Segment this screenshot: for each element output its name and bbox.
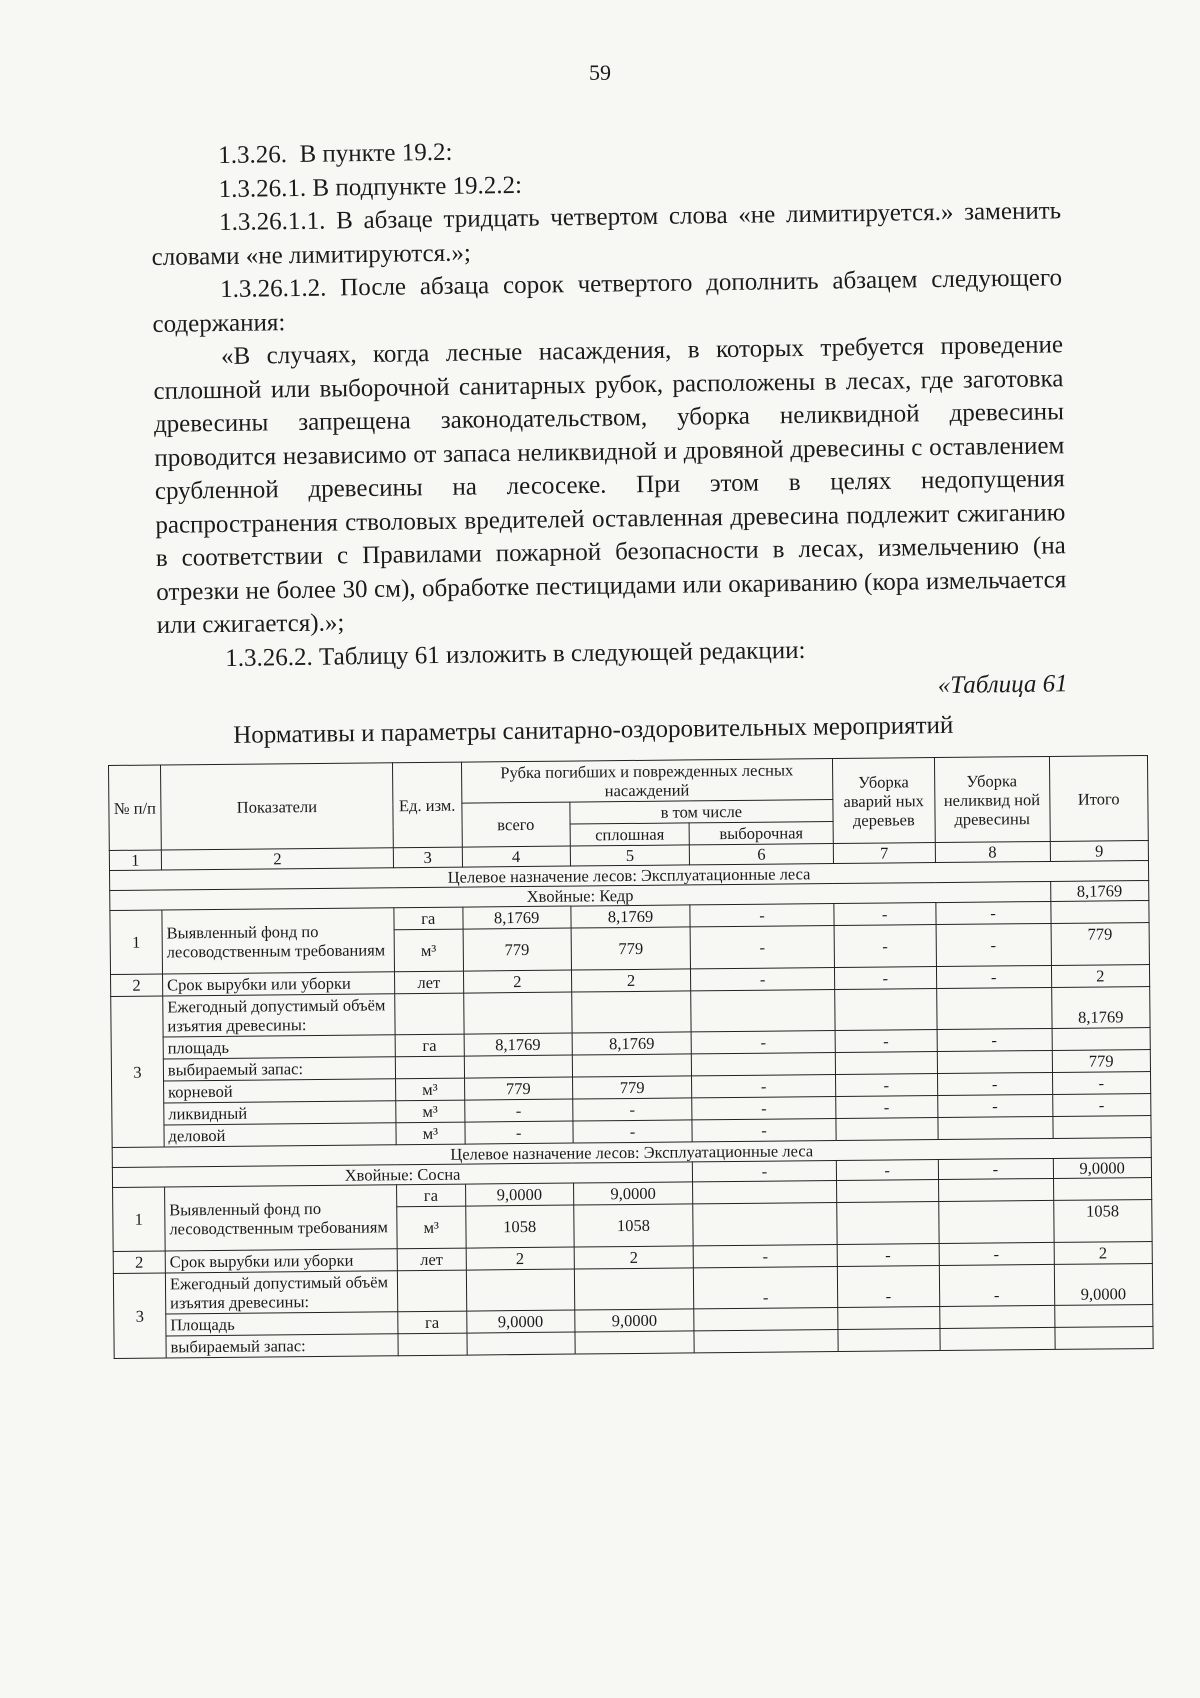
row-number: 1 <box>113 1187 166 1251</box>
header-indicators: Показатели <box>160 763 393 850</box>
col-number: 1 <box>109 850 161 870</box>
value-cell: - <box>836 1160 938 1181</box>
header-row-1 <box>109 756 1148 807</box>
paragraph-1-3-26-1-2: 1.3.26.1.2. После абзаца сорок четвертого дополнить абзацем следующего содержания: <box>152 264 1063 338</box>
header-unit: Ед. изм. <box>393 762 462 848</box>
value-cell: 9,0000 <box>1054 1263 1153 1305</box>
value-cell <box>836 1118 938 1141</box>
value-cell: - <box>937 1028 1052 1051</box>
col-number: 3 <box>393 847 462 868</box>
value-cell <box>1054 1304 1153 1327</box>
value-cell <box>838 1329 940 1352</box>
unit-cell: га <box>398 1311 467 1334</box>
row-number: 2 <box>113 1251 165 1273</box>
unit-cell: лет <box>395 971 464 994</box>
value-cell: - <box>837 1266 939 1308</box>
indicator-name: Срок вырубки или уборки <box>162 972 394 996</box>
value-cell: 779 <box>463 928 572 971</box>
value-cell: - <box>936 923 1051 966</box>
value-cell: - <box>834 967 936 990</box>
species-name: Хвойные: Сосна <box>112 1162 692 1188</box>
value-cell: - <box>464 1121 573 1144</box>
value-cell <box>1052 1116 1151 1139</box>
value-cell: - <box>939 1264 1054 1306</box>
value-cell: 779 <box>1052 1050 1151 1073</box>
value-cell: - <box>692 1119 836 1142</box>
row-number: 1 <box>110 910 163 974</box>
value-cell: - <box>692 1097 836 1120</box>
value-cell: - <box>690 926 834 969</box>
value-cell: - <box>690 904 834 927</box>
value-cell: 1058 <box>1053 1200 1152 1243</box>
sub-indicator-name: деловой <box>164 1123 396 1147</box>
value-cell: 1058 <box>574 1204 694 1247</box>
row-number: 3 <box>113 1273 166 1358</box>
section-purpose: Целевое назначение лесов: Эксплуатационные леса <box>110 861 1149 891</box>
value-cell: - <box>837 1244 939 1267</box>
section-purpose: Целевое назначение лесов: Эксплуатационные леса <box>112 1138 1151 1168</box>
value-cell <box>464 1055 573 1078</box>
value-cell: - <box>834 903 936 926</box>
value-cell: - <box>693 1245 837 1268</box>
value-cell: 8,1769 <box>1051 987 1150 1029</box>
value-cell: 9,0000 <box>573 1182 693 1205</box>
header-including: в том числе <box>570 800 833 825</box>
col-number: 9 <box>1050 841 1149 862</box>
value-cell: - <box>464 1099 573 1122</box>
value-cell: - <box>1052 1094 1151 1117</box>
value-cell: 8,1769 <box>462 906 571 929</box>
unit-cell: лет <box>397 1248 466 1271</box>
unit-cell: га <box>394 907 463 930</box>
value-cell <box>836 1180 938 1203</box>
col-number: 2 <box>161 848 393 870</box>
col-number: 8 <box>935 841 1050 862</box>
table-label: «Таблица 61 <box>937 670 1068 700</box>
value-cell: - <box>1052 1072 1151 1095</box>
body-text <box>150 127 1068 753</box>
unit-cell: га <box>397 1184 466 1207</box>
header-num: № п/п <box>109 765 162 850</box>
value-cell: 779 <box>572 1076 692 1099</box>
norms-table <box>108 755 1154 1359</box>
value-cell <box>694 1330 838 1353</box>
species-name: Хвойные: Кедр <box>110 881 1051 910</box>
sub-indicator-name: Площадь <box>166 1312 398 1336</box>
value-cell <box>575 1331 695 1354</box>
indicator-name: Выявленный фонд по лесоводственным требованиям <box>164 1185 397 1251</box>
value-cell <box>835 1052 937 1075</box>
paragraph-1-3-26-2: 1.3.26.2. Таблицу 61 изложить в следующей редакции: <box>225 636 806 672</box>
paragraph-1-3-26-1: 1.3.26.1. В подпункте 19.2.2: <box>218 171 523 203</box>
page-number: 59 <box>589 60 611 85</box>
value-cell <box>837 1202 939 1245</box>
value-cell <box>939 1305 1054 1328</box>
value-cell: - <box>935 901 1050 924</box>
value-cell: 779 <box>571 927 691 970</box>
header-illiquid: Уборка неликвид ной древесины <box>934 756 1050 842</box>
value-cell: 2 <box>463 970 572 993</box>
sub-indicator-name: корневой <box>163 1079 395 1103</box>
value-cell: - <box>937 1094 1052 1117</box>
value-cell: - <box>693 1161 837 1182</box>
value-cell <box>693 1181 837 1204</box>
value-cell: 8,1769 <box>571 905 691 928</box>
header-total: всего <box>461 802 570 847</box>
value-cell: - <box>692 1075 836 1098</box>
col-number: 6 <box>690 844 834 865</box>
value-cell <box>467 1332 576 1355</box>
header-emergency: Уборка аварий ных деревьев <box>832 758 934 844</box>
value-cell <box>1052 1028 1151 1051</box>
value-cell: 2 <box>1051 965 1150 988</box>
value-cell <box>938 1116 1053 1139</box>
unit-cell: м³ <box>397 1206 466 1249</box>
col-number: 5 <box>570 845 690 866</box>
value-cell <box>693 1203 837 1246</box>
unit-cell: м³ <box>396 1122 465 1145</box>
row-number: 2 <box>111 974 163 996</box>
species-total: 8,1769 <box>1050 881 1149 902</box>
unit-cell: га <box>395 1034 464 1057</box>
value-cell <box>940 1327 1055 1350</box>
header-clear: сплошная <box>570 823 690 846</box>
sub-indicator-name: площадь <box>163 1035 395 1059</box>
value-cell: - <box>834 925 936 968</box>
indicator-name: Срок вырубки или уборки <box>165 1249 397 1273</box>
value-cell <box>938 1200 1053 1243</box>
unit-cell <box>398 1333 467 1356</box>
unit-cell <box>395 1056 464 1079</box>
row-number: 3 <box>111 996 164 1147</box>
value-cell: 9,0000 <box>575 1309 695 1332</box>
value-cell: 2 <box>466 1247 575 1270</box>
value-cell: - <box>694 1267 838 1309</box>
value-cell <box>1053 1178 1152 1201</box>
value-cell: 2 <box>1054 1241 1153 1264</box>
value-cell: 779 <box>464 1077 573 1100</box>
value-cell: 8,1769 <box>572 1032 692 1055</box>
header-itogo: Итого <box>1049 756 1148 842</box>
unit-cell: м³ <box>396 1100 465 1123</box>
value-cell: 9,0000 <box>466 1310 575 1333</box>
indicator-name: Ежегодный допустимый объём изъятия древесины: <box>163 994 395 1037</box>
value-cell <box>838 1307 940 1330</box>
header-selective: выборочная <box>689 822 833 845</box>
table-61 <box>108 755 1154 1359</box>
col-number: 4 <box>462 846 570 867</box>
value-cell: 2 <box>571 969 691 992</box>
sub-indicator-name: ликвидный <box>164 1101 396 1125</box>
value-cell: 779 <box>1051 923 1150 966</box>
value-cell: - <box>691 968 835 991</box>
col-number: 7 <box>833 843 935 864</box>
value-cell <box>692 1053 836 1076</box>
header-felling: Рубка погибших и поврежденных лесных насаждений <box>461 759 833 804</box>
value-cell: - <box>691 1031 835 1054</box>
value-cell <box>938 1178 1053 1201</box>
value-cell: 2 <box>574 1246 694 1269</box>
sub-indicator-name: выбираемый запас: <box>163 1057 395 1081</box>
unit-cell: м³ <box>396 1078 465 1101</box>
value-cell <box>937 1050 1052 1073</box>
value-cell: 1058 <box>465 1205 574 1248</box>
value-cell <box>1050 901 1149 924</box>
value-cell <box>572 1054 692 1077</box>
species-total: 9,0000 <box>1053 1158 1152 1179</box>
value-cell: - <box>936 965 1051 988</box>
value-cell: - <box>835 1074 937 1097</box>
sub-indicator-name: выбираемый запас: <box>166 1334 398 1358</box>
value-cell: - <box>939 1242 1054 1265</box>
value-cell: - <box>937 1072 1052 1095</box>
value-cell: 9,0000 <box>465 1183 574 1206</box>
value-cell <box>694 1308 838 1331</box>
paragraph-1-3-26-1-1: 1.3.26.1.1. В абзаце тридцать четвертом слова «не лимитируется.» заменить словами «не лимитируются.»; <box>151 197 1062 271</box>
table-title: Нормативы и параметры санитарно-оздоровительных мероприятий <box>233 711 954 749</box>
value-cell: - <box>573 1098 693 1121</box>
value-cell: - <box>573 1120 693 1143</box>
value-cell: - <box>836 1096 938 1119</box>
value-cell: - <box>835 1030 937 1053</box>
value-cell <box>1054 1326 1153 1349</box>
unit-cell: м³ <box>394 929 463 972</box>
indicator-name: Ежегодный допустимый объём изъятия древесины: <box>165 1271 397 1314</box>
value-cell: 8,1769 <box>464 1033 573 1056</box>
indicator-name: Выявленный фонд по лесоводственным требованиям <box>162 908 395 974</box>
paragraph-1-3-26: 1.3.26. В пункте 19.2: <box>218 138 453 170</box>
quoted-insert-paragraph: «В случаях, когда лесные насаждения, в которых требуется проведение сплошной или выборочной санитарных рубок, расположены в лесах, где заготовка древесины запрещена законодательством, уборка неликвидной древесины проводится независимо от запаса неликвидной и дровяной древесины с оставлением срубленной древесины на лесосеке. При этом в целях недопущения распространения стволовых вредителей оставленная древесина подлежит сжиганию в соответствии с Правилами пожарной безопасности в лесах, измельчению (на отрезки не более 30 см), обработке пестицидами или окариванию (кора измельчается или сжигается).»; <box>153 331 1067 639</box>
value-cell: - <box>938 1158 1053 1179</box>
